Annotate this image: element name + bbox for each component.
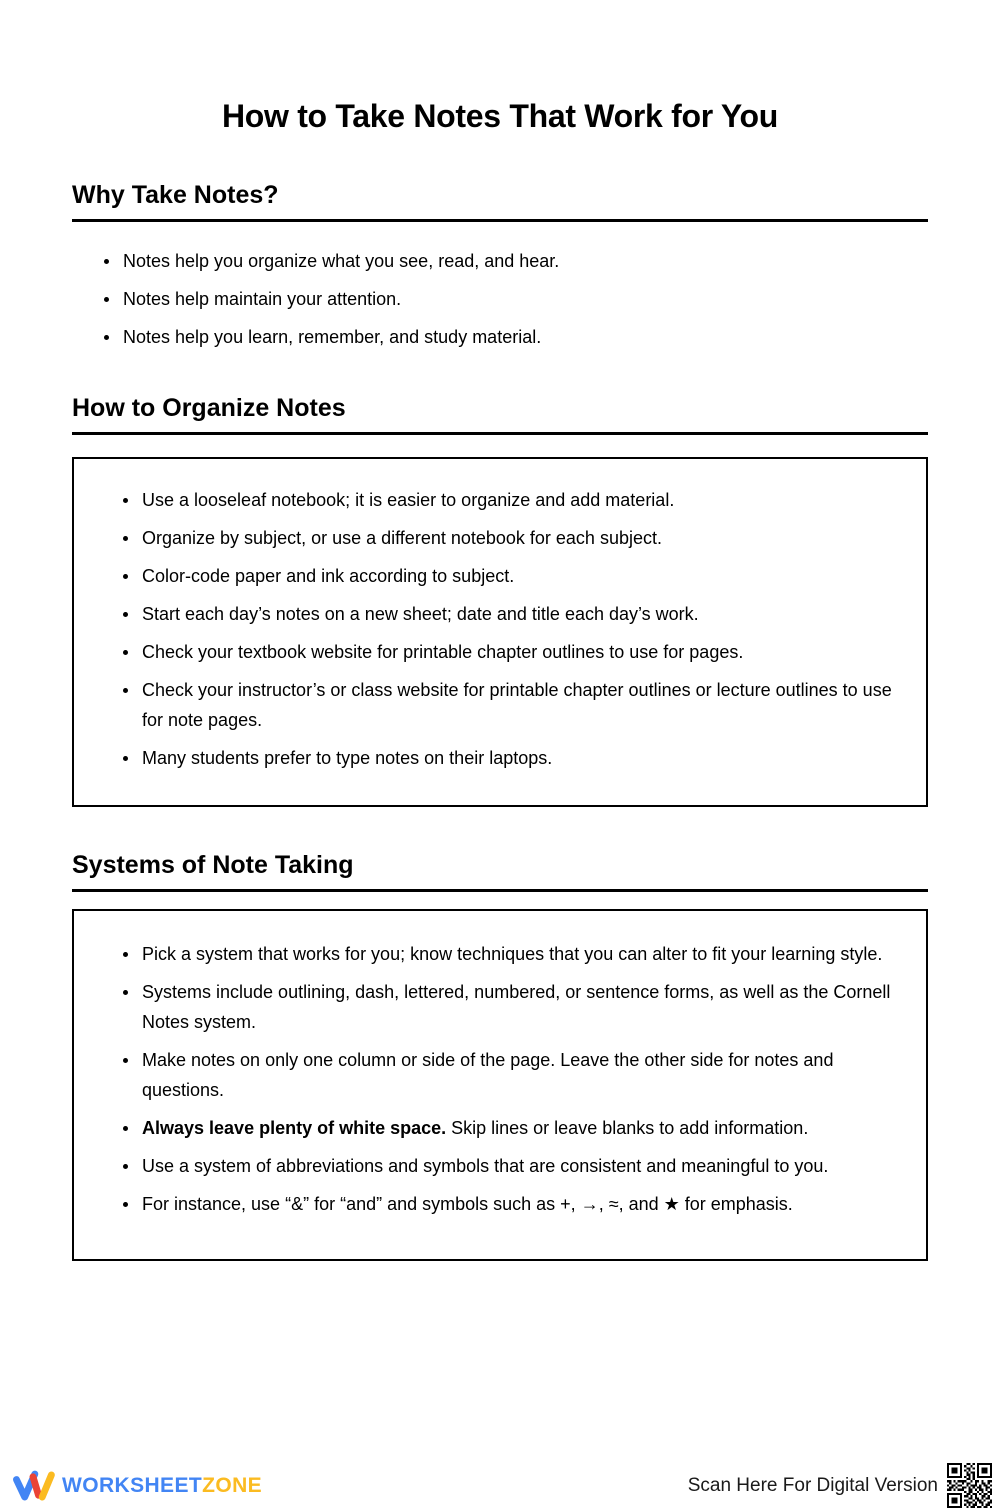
- bullet-item: Notes help you learn, remember, and study material.: [123, 322, 908, 352]
- notes-box: [72, 909, 928, 1261]
- section-systems-of-note-taking: [72, 851, 928, 1261]
- page-title: How to Take Notes That Work for You: [221, 98, 779, 134]
- brand-worksheet: WORKSHEET: [62, 1473, 203, 1497]
- scan-label: Scan Here For Digital Version: [687, 1474, 938, 1496]
- page-footer: [10, 1463, 992, 1508]
- bullet-item: Check your instructor’s or class website for printable chapter outlines or lecture outlines to use for note pages.: [142, 675, 896, 735]
- bullet-item: Always leave plenty of white space. Skip lines or leave blanks to add information.: [142, 1113, 896, 1143]
- worksheetzone-logo[interactable]: [10, 1467, 262, 1505]
- bullet-item: Many students prefer to type notes on their laptops.: [142, 743, 896, 773]
- section-heading: Why Take Notes?: [72, 181, 928, 222]
- bullet-list: [72, 246, 928, 352]
- bullet-item: Check your textbook website for printable chapter outlines to use for pages.: [142, 637, 896, 667]
- bullet-item: Notes help you organize what you see, read, and hear.: [123, 246, 908, 276]
- bullet-item: Use a looseleaf notebook; it is easier to organize and add material.: [142, 485, 896, 515]
- bullet-list: [74, 459, 926, 805]
- bullet-item: Organize by subject, or use a different notebook for each subject.: [142, 523, 896, 553]
- brand-text: [62, 1474, 262, 1498]
- bullet-item: Pick a system that works for you; know techniques that you can alter to fit your learning style.: [142, 939, 896, 969]
- bullet-item: Start each day’s notes on a new sheet; date and title each day’s work.: [142, 599, 896, 629]
- worksheetzone-logo-icon: [10, 1467, 56, 1505]
- bullet-item: Use a system of abbreviations and symbols that are consistent and meaningful to you.: [142, 1151, 896, 1181]
- section-heading: Systems of Note Taking: [72, 851, 928, 892]
- qr-code-icon: [947, 1463, 992, 1508]
- bullet-item: Color-code paper and ink according to subject.: [142, 561, 896, 591]
- bullet-list: [74, 911, 926, 1259]
- bullet-item: Notes help maintain your attention.: [123, 284, 908, 314]
- bullet-item: For instance, use “&” for “and” and symbols such as +, →, ≈, and ★ for emphasis.: [142, 1189, 896, 1219]
- section-heading: How to Organize Notes: [72, 394, 928, 435]
- section-how-to-organize-notes: [72, 394, 928, 807]
- scan-area: [688, 1463, 992, 1508]
- bullet-item: Make notes on only one column or side of the page. Leave the other side for notes and questions.: [142, 1045, 896, 1105]
- page: [0, 97, 1000, 1512]
- notes-box: [72, 457, 928, 807]
- bullet-item: Systems include outlining, dash, lettered, numbered, or sentence forms, as well as the Cornell Notes system.: [142, 977, 896, 1037]
- section-why-take-notes: [72, 181, 928, 352]
- brand-zone: ZONE: [202, 1473, 263, 1497]
